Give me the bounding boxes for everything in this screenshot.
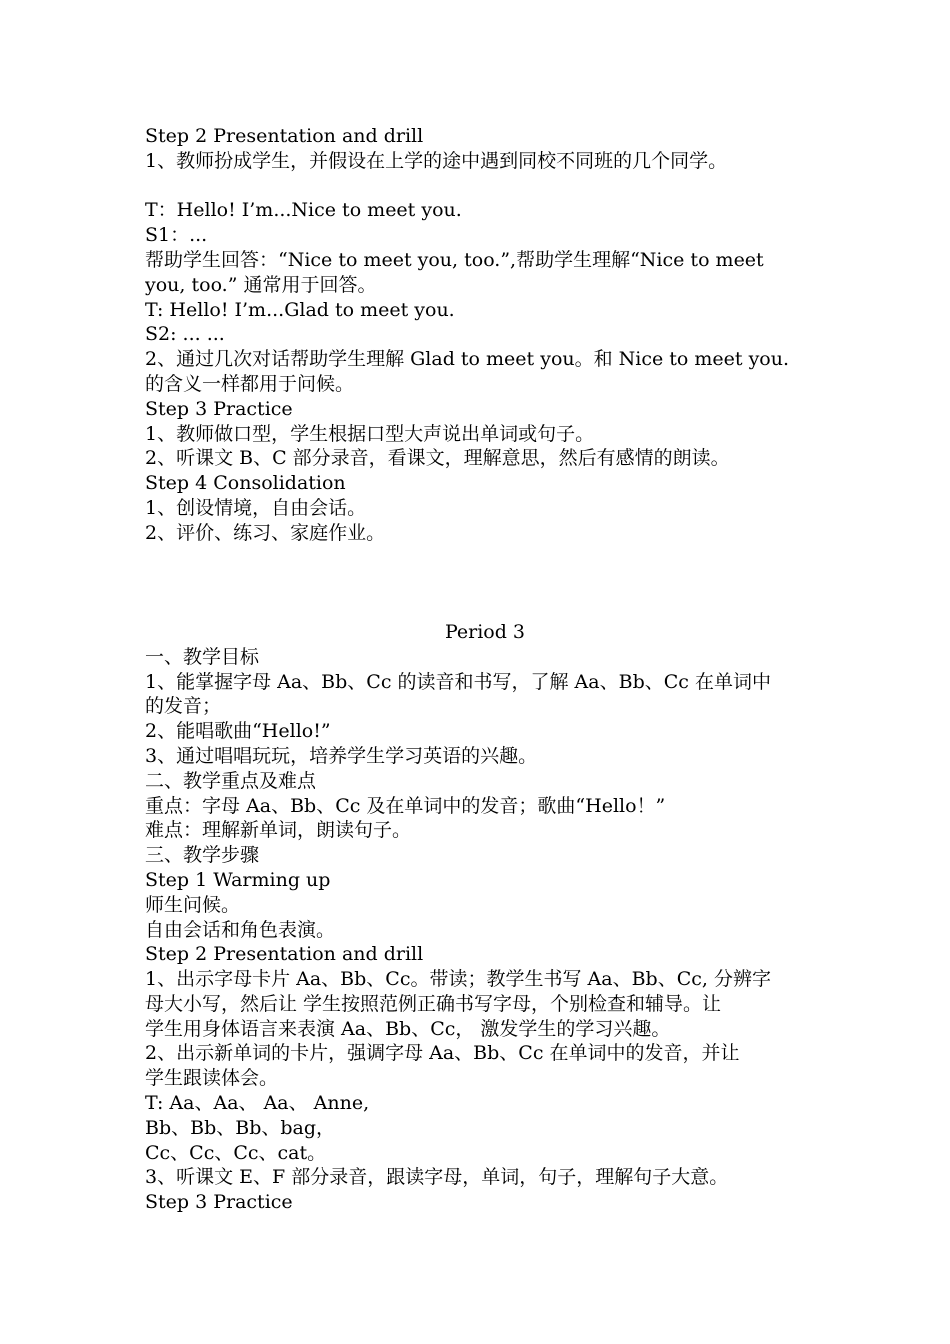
text-line: 重点：字母 Aa、Bb、Cc 及在单词中的发音；歌曲“Hello！” [145,794,666,817]
period-title: Period 3 [444,620,526,643]
text-line: 3、听课文 E、F 部分录音，跟读字母，单词，句子，理解句子大意。 [145,1166,729,1189]
text-line: 2、能唱歌曲“Hello!” [145,720,331,743]
text-line: Step 1 Warming up [145,868,331,891]
text-line: S2: ... ... [145,323,225,346]
text-line: 母大小写，然后让 学生按照范例正确书写字母，个别检查和辅导。让 [145,992,722,1015]
text-line: 二、教学重点及难点 [145,769,317,792]
text-line: Step 3 Practice [145,397,293,420]
text-line: 的发音； [145,695,222,718]
text-line: 师生问候。 [145,893,241,916]
text-line: 1、教师扮成学生，并假设在上学的途中遇到同校不同班的几个同学。 [145,149,728,172]
text-line: 的含义一样都用于问候。 [145,372,355,395]
text-line: T：Hello! I’m...Nice to meet you. [145,199,462,222]
text-line: 1、出示字母卡片 Aa、Bb、Cc。带读；教学生书写 Aa、Bb、Cc, 分辨字 [145,968,771,991]
text-line: 2、通过几次对话帮助学生理解 Glad to meet you。和 Nice to meet you. [145,348,790,371]
text-line: S1：... [145,224,208,247]
text-line: Cc、Cc、Cc、cat。 [145,1141,327,1164]
text-line: 1、创设情境，自由会话。 [145,496,367,519]
text-line: 帮助学生回答：“Nice to meet you, too.”,帮助学生理解“Nice to meet [145,248,764,271]
text-line [145,174,825,199]
section-spacer [145,546,825,620]
text-line: 1、教师做口型，学生根据口型大声说出单词或句子。 [145,422,595,445]
text-line: T: Hello! I’m...Glad to meet you. [145,298,455,321]
text-line: 难点：理解新单词，朗读句子。 [145,819,412,842]
text-line: 学生用身体语言来表演 Aa、Bb、Cc， 激发学生的学习兴趣。 [145,1017,671,1040]
text-line: 3、通过唱唱玩玩，培养学生学习英语的兴趣。 [145,744,538,767]
text-line: 一、教学目标 [145,645,260,668]
text-line: 2、评价、练习、家庭作业。 [145,521,386,544]
text-line: 三、教学步骤 [145,844,260,867]
lesson-steps-section [145,124,825,546]
period-3-section [145,645,825,1215]
text-line: 自由会话和角色表演。 [145,918,336,941]
text-line: 学生跟读体会。 [145,1067,279,1090]
text-line: T: Aa、Aa、 Aa、 Anne, [145,1092,370,1115]
text-line: Step 2 Presentation and drill [145,125,424,147]
text-line: 2、听课文 B、C 部分录音，看课文，理解意思，然后有感情的朗读。 [145,447,730,470]
text-line: 2、出示新单词的卡片，强调字母 Aa、Bb、Cc 在单词中的发音，并让 [145,1042,740,1065]
text-line: Step 3 Practice [145,1191,293,1214]
document-page [145,124,825,1215]
text-line: Step 2 Presentation and drill [145,943,424,966]
text-line: you, too.” 通常用于回答。 [145,273,377,296]
text-line: Step 4 Consolidation [145,472,346,495]
text-line: Bb、Bb、Bb、bag， [145,1116,336,1139]
text-line: 1、能掌握字母 Aa、Bb、Cc 的读音和书写，了解 Aa、Bb、Cc 在单词中 [145,670,771,693]
